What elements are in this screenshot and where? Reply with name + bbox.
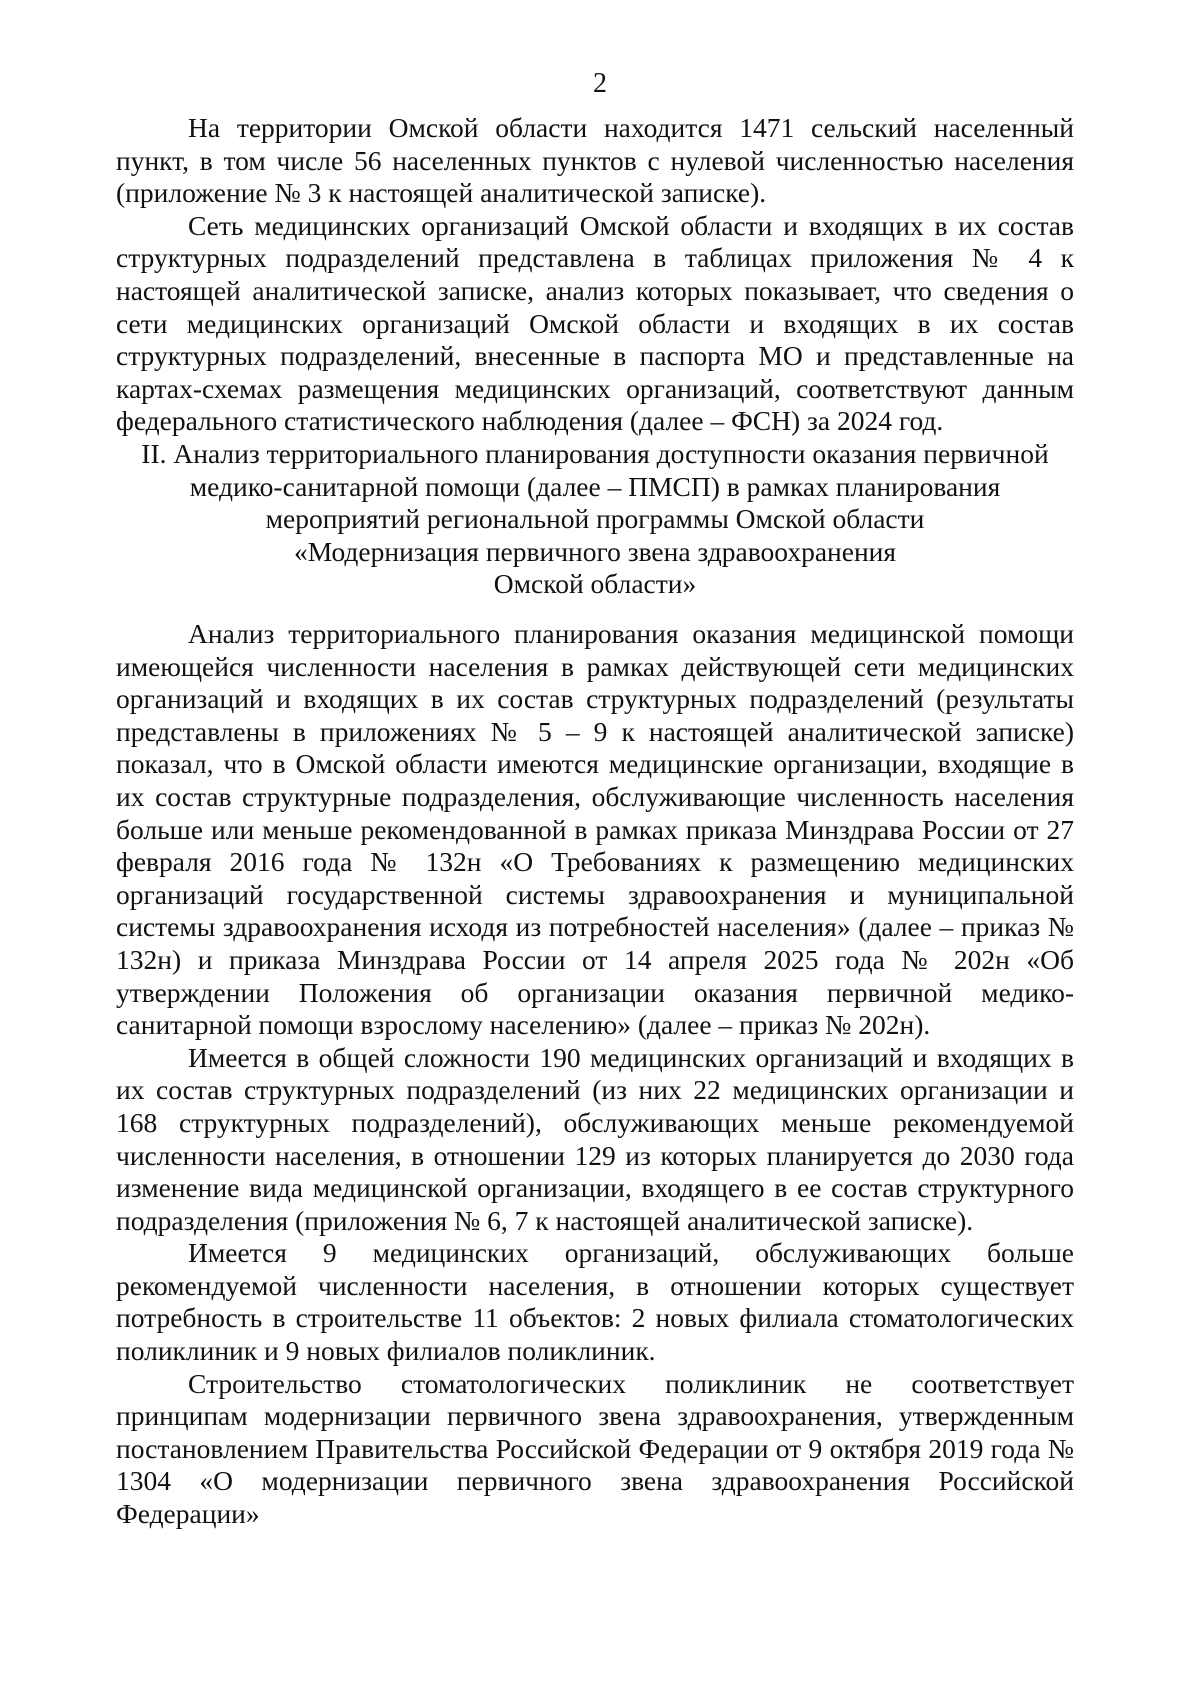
section-heading-line: «Модернизация первичного звена здравоохранения: [293, 535, 897, 567]
section-heading: [116, 438, 1074, 601]
paragraph-network: Сеть медицинских организаций Омской области и входящих в их состав структурных подразделений представлена в таблицах приложения № 4 к настоящей аналитической записке, анализ которых показывает, что сведения о сети медицинских организаций Омской области и входящих в их состав структурных подразделений, внесенные в паспорта МО и представленные на картах-схемах размещения медицинских организаций, соответствуют данным федерального статистического наблюдения (далее – ФСН) за 2024 год.: [116, 209, 1074, 437]
paragraph-settlements: На территории Омской области находится 1471 сельский населенный пункт, в том числе 56 населенных пунктов с нулевой численностью населения (приложение № 3 к настоящей аналитической записке).: [116, 112, 1074, 209]
section-heading-line: II. Анализ территориального планирования доступности оказания первичной: [141, 438, 1049, 469]
section-heading-line: мероприятий региональной программы Омской области: [265, 503, 925, 535]
section-heading-line: медико-санитарной помощи (далее – ПМСП) в рамках планирования: [189, 470, 1001, 502]
paragraph-analysis: Анализ территориального планирования оказания медицинской помощи имеющейся численности населения в рамках действующей сети медицинских организаций и входящих в их состав структурных подразделений (результаты представлены в приложениях № 5 – 9 к настоящей аналитической записке) показал, что в Омской области имеются медицинские организации, входящие в их состав структурные подразделения, обслуживающие численность населения больше или меньше рекомендованной в рамках приказа Минздрава России от 27 февраля 2016 года № 132н «О Требованиях к размещению медицинских организаций государственной системы здравоохранения и муниципальной системы здравоохранения исходя из потребностей населения» (далее – приказ № 132н) и приказа Минздрава России от 14 апреля 2025 года № 202н «Об утверждении Положения об организации оказания первичной медико-санитарной помощи взрослому населению» (далее – приказ № 202н).: [116, 618, 1074, 1041]
paragraph-more-population: Имеется 9 медицинских организаций, обслуживающих больше рекомендуемой численности населения, в отношении которых существует потребность в строительстве 11 объектов: 2 новых филиала стоматологических поликлиник и 9 новых филиалов поликлиник.: [116, 1237, 1074, 1367]
paragraph-fewer-population: Имеется в общей сложности 190 медицинских организаций и входящих в их состав структурных подразделений (из них 22 медицинских организации и 168 структурных подразделений), обслуживающих меньше рекомендуемой численности населения, в отношении 129 из которых планируется до 2030 года изменение вида медицинской организации, входящего в ее состав структурного подразделения (приложения № 6, 7 к настоящей аналитической записке).: [116, 1041, 1074, 1236]
section-body: [116, 618, 1074, 1531]
page-number: 2: [593, 68, 607, 99]
section-heading-line: Омской области»: [493, 568, 697, 600]
paragraph-dental-clinics: Строительство стоматологических поликлиник не соответствует принципам модернизации первичного звена здравоохранения, утвержденным постановлением Правительства Российской Федерации от 9 октября 2019 года № 1304 «О модернизации первичного звена здравоохранения Российской Федерации»: [116, 1367, 1074, 1530]
intro-text: [116, 112, 1074, 438]
